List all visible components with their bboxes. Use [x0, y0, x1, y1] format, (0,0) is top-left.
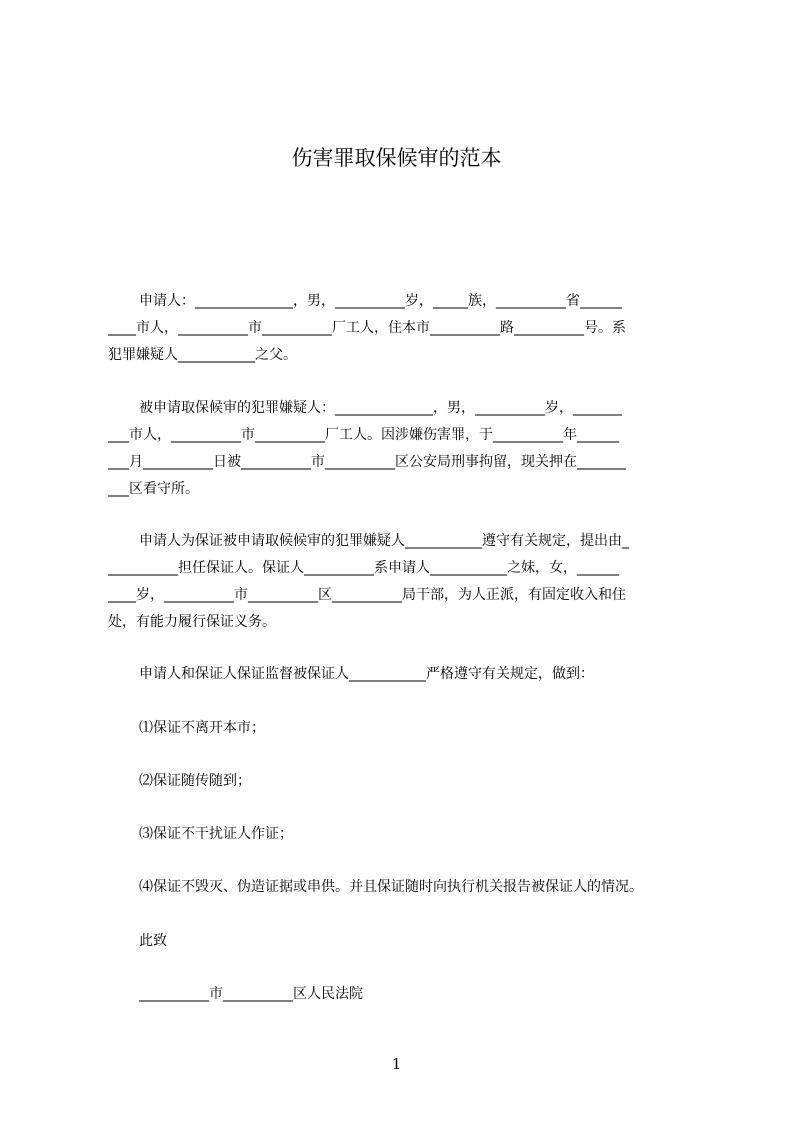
text-line: ___区看守所。	[108, 481, 199, 497]
paragraph-suspect-info	[108, 395, 704, 503]
text-line: ____市人，__________市__________厂工人，住本市__________路__________号。系	[108, 320, 626, 336]
text-line: ⑶保证不干扰证人作证；	[139, 826, 293, 842]
paragraph-salutation	[108, 928, 704, 955]
text-line: 申请人：______________，男，__________岁，_____族，__________省______	[139, 293, 622, 309]
text-line: 申请人和保证人保证监督被保证人___________严格遵守有关规定，做到：	[139, 666, 594, 682]
document-title: 伤害罪取保候审的范本	[291, 146, 502, 170]
text-line: 处，有能力履行保证义务。	[108, 614, 276, 630]
text-line: 申请人为保证被申请取候候审的犯罪嫌疑人___________遵守有关规定，提出由_	[139, 533, 629, 549]
text-line: ___月__________日被__________市__________区公安局刑事拘留，现关押在_______	[108, 454, 626, 470]
text-line: ⑵保证随传随到；	[139, 773, 251, 789]
text-line: ⑴保证不离开本市；	[139, 720, 265, 736]
paragraph-applicant-info	[108, 288, 704, 369]
list-item-3	[108, 821, 704, 848]
paragraph-guarantor-info	[108, 528, 704, 636]
list-item-2	[108, 768, 704, 795]
text-line: ⑷保证不毁灭、伪造证据或串供。并且保证随时向执行机关报告被保证人的情况。	[139, 879, 643, 895]
text-line: 此致	[139, 933, 167, 949]
paragraph-supervision-statement	[108, 661, 704, 688]
text-line: ____岁，__________市__________区__________局干部，为人正派，有固定收入和住	[108, 587, 626, 603]
text-line: ___市人，__________市__________厂工人。因涉嫌伤害罪，于__________年______	[108, 427, 619, 443]
list-item-1	[108, 715, 704, 742]
text-line: 犯罪嫌疑人___________之父。	[108, 347, 297, 363]
list-item-4	[108, 874, 704, 901]
text-line: __________担任保证人。保证人__________系申请人___________之妹，女，______	[108, 560, 619, 576]
text-line: 被申请取保候审的犯罪嫌疑人：______________，男，__________岁，_______	[139, 400, 622, 416]
paragraph-addressee	[108, 981, 704, 1008]
text-line: __________市__________区人民法院	[139, 986, 363, 1002]
page-number: 1	[391, 1055, 402, 1073]
